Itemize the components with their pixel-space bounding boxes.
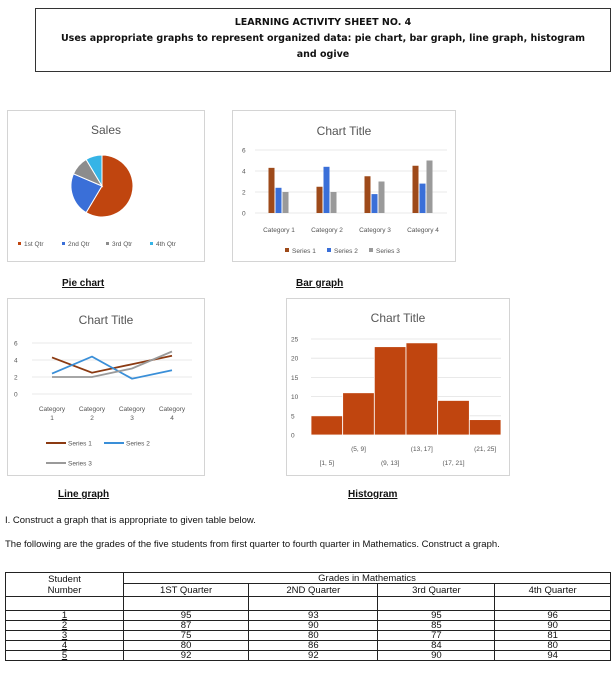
y-tick-label: 0: [291, 432, 295, 440]
y-tick-label: 6: [242, 147, 246, 155]
header-quarter-2: 2ND Quarter: [249, 584, 378, 597]
table-row: [6, 621, 611, 631]
table-row: [6, 651, 611, 661]
x-tick-label: 2: [90, 415, 94, 422]
student-number-cell: 1: [6, 611, 124, 621]
spacer-cell: [249, 597, 378, 611]
table-header-row: [6, 573, 611, 584]
x-tick-label: 1: [50, 415, 54, 422]
histogram-bar: [343, 393, 375, 435]
histogram-bar: [406, 343, 438, 435]
grade-cell: 81: [495, 631, 611, 641]
header-quarter-1: 1ST Quarter: [124, 584, 249, 597]
y-tick-label: 6: [14, 340, 18, 348]
header-quarter-4: 4th Quarter: [495, 584, 611, 597]
legend-label: Series 2: [334, 248, 358, 255]
x-tick-label: (9, 13]: [380, 460, 400, 467]
y-tick-label: 0: [14, 391, 18, 399]
legend-label: Series 2: [126, 440, 150, 448]
worksheet-subtitle: Uses appropriate graphs to represent organized data: pie chart, bar graph, line graph, histogram and ogive: [60, 33, 586, 60]
legend-marker: [327, 248, 331, 252]
bar: [372, 194, 378, 213]
legend-marker: [150, 242, 153, 245]
grade-cell: 85: [378, 621, 495, 631]
histogram-bar: [374, 347, 406, 435]
grade-cell: 92: [249, 651, 378, 661]
grade-cell: 96: [495, 611, 611, 621]
y-tick-label: 15: [291, 374, 299, 382]
spacer-cell: [124, 597, 249, 611]
bar: [379, 182, 385, 214]
legend-label: Series 3: [68, 460, 92, 468]
grade-cell: 77: [378, 631, 495, 641]
table-spacer-row: [6, 597, 611, 611]
y-tick-label: 5: [291, 413, 295, 421]
x-tick-label: 4: [170, 415, 174, 422]
grade-cell: 90: [378, 651, 495, 661]
y-tick-label: 4: [14, 357, 18, 365]
legend-marker: [106, 242, 109, 245]
grade-cell: 84: [378, 641, 495, 651]
student-number-cell: 4: [6, 641, 124, 651]
spacer-cell: [378, 597, 495, 611]
legend-label: Series 3: [376, 248, 400, 255]
instruction-description: The following are the grades of the five students from first quarter to fourth quarter in Mathematics. Construct a graph.: [5, 539, 500, 550]
bar: [269, 168, 275, 213]
bar: [413, 166, 419, 213]
grade-cell: 90: [495, 621, 611, 631]
pie-chart: [8, 111, 206, 263]
table-row: [6, 611, 611, 621]
line-graph-caption: Line graph: [58, 489, 110, 500]
x-tick-label: (5, 9]: [351, 446, 366, 453]
x-tick-label: Category 3: [359, 227, 391, 234]
y-tick-label: 0: [242, 210, 246, 218]
grade-cell: 80: [249, 631, 378, 641]
x-tick-label: Category 4: [407, 227, 439, 234]
legend-label: Series 1: [68, 440, 92, 448]
grade-cell: 80: [124, 641, 249, 651]
x-tick-label: Category: [118, 406, 146, 413]
bar-graph-caption: Bar graph: [296, 278, 344, 289]
worksheet-header: [35, 8, 611, 72]
grade-cell: 75: [124, 631, 249, 641]
grade-cell: 94: [495, 651, 611, 661]
x-tick-label: Category 2: [311, 227, 343, 234]
histogram-title: Chart Title: [370, 311, 426, 325]
legend-marker: [18, 242, 21, 245]
histogram-bar: [438, 400, 470, 435]
spacer-cell: [6, 597, 124, 611]
y-tick-label: 25: [291, 336, 299, 344]
legend-label: Series 1: [292, 248, 316, 255]
y-tick-label: 20: [291, 355, 299, 363]
grades-table: [5, 572, 611, 661]
y-tick-label: 10: [291, 394, 299, 402]
header-quarter-3: 3rd Quarter: [378, 584, 495, 597]
x-tick-label: (17, 21]: [442, 460, 465, 467]
legend-label: 2nd Qtr: [68, 241, 90, 248]
x-tick-label: (21, 25]: [474, 446, 497, 453]
grade-cell: 95: [124, 611, 249, 621]
header-student-number: Student Number: [6, 573, 124, 597]
bar: [324, 167, 330, 213]
x-tick-label: Category: [78, 406, 106, 413]
table-row: [6, 641, 611, 651]
student-number-cell: 5: [6, 651, 124, 661]
y-tick-label: 2: [242, 189, 246, 197]
bar-chart: [233, 111, 457, 263]
legend-marker: [62, 242, 65, 245]
grade-cell: 86: [249, 641, 378, 651]
x-tick-label: Category: [158, 406, 186, 413]
bar: [420, 184, 426, 213]
line-chart-title: Chart Title: [78, 313, 134, 327]
bar-chart-panel: [232, 110, 456, 262]
legend-marker: [369, 248, 373, 252]
bar: [365, 176, 371, 213]
x-tick-label: 3: [130, 415, 134, 422]
bar: [276, 188, 282, 213]
pie-chart-caption: Pie chart: [62, 278, 105, 289]
y-tick-label: 2: [14, 374, 18, 382]
y-tick-label: 4: [242, 168, 246, 176]
legend-label: 4th Qtr: [156, 241, 176, 248]
x-tick-label: [1, 5]: [319, 460, 335, 467]
x-tick-label: Category 1: [263, 227, 295, 234]
histogram-caption: Histogram: [348, 489, 398, 500]
bar: [317, 187, 323, 213]
spacer-cell: [495, 597, 611, 611]
grade-cell: 93: [249, 611, 378, 621]
line-chart-panel: [7, 298, 205, 476]
grade-cell: 90: [249, 621, 378, 631]
x-tick-label: Category: [38, 406, 66, 413]
bar-chart-title: Chart Title: [316, 124, 372, 138]
legend-label: 1st Qtr: [24, 241, 44, 248]
histogram-panel: [286, 298, 510, 476]
bar: [283, 192, 289, 213]
grade-cell: 92: [124, 651, 249, 661]
grade-cell: 95: [378, 611, 495, 621]
header-grades-group: Grades in Mathematics: [124, 573, 611, 584]
x-tick-label: (13, 17]: [410, 446, 433, 453]
histogram-bar: [469, 420, 501, 435]
grade-cell: 87: [124, 621, 249, 631]
legend-marker: [285, 248, 289, 252]
bar: [427, 161, 433, 214]
grade-cell: 80: [495, 641, 611, 651]
student-number-cell: 3: [6, 631, 124, 641]
line-chart: [8, 299, 206, 477]
student-number-cell: 2: [6, 621, 124, 631]
histogram-bar: [311, 416, 343, 435]
instruction-item: I. Construct a graph that is appropriate to given table below.: [5, 515, 256, 526]
bar: [331, 192, 337, 213]
histogram-chart: [287, 299, 511, 477]
pie-chart-panel: [7, 110, 205, 262]
table-row: [6, 631, 611, 641]
legend-label: 3rd Qtr: [112, 241, 133, 248]
pie-chart-title: Sales: [90, 123, 122, 137]
worksheet-title: LEARNING ACTIVITY SHEET NO. 4: [234, 17, 412, 28]
